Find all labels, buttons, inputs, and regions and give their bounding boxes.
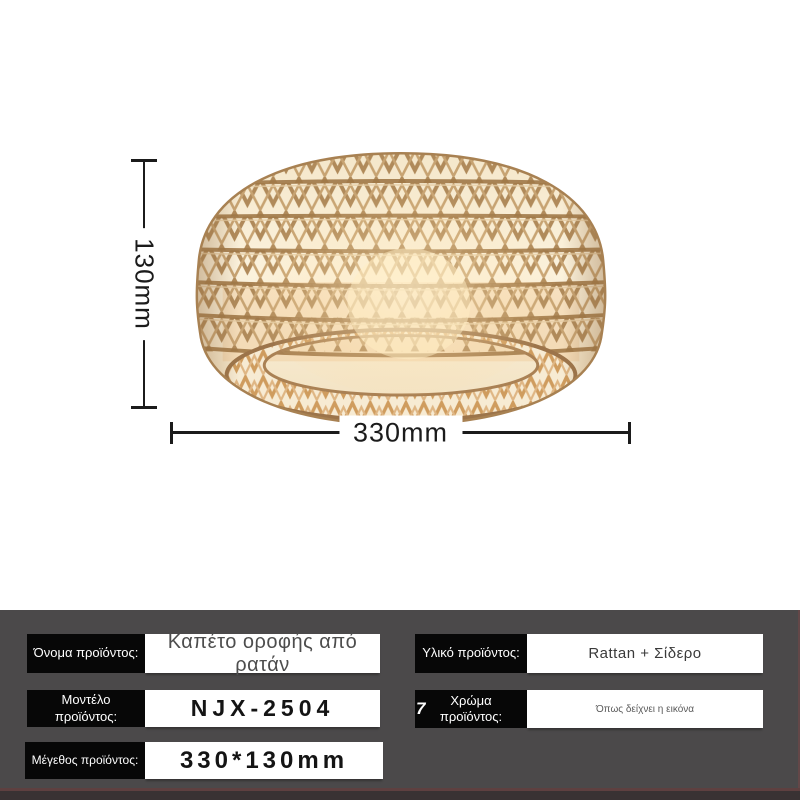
panel-bottom-strip xyxy=(0,791,800,800)
width-dimension-label: 330mm xyxy=(339,416,462,451)
spec-value: Rattan + Σίδερο xyxy=(527,634,763,673)
spec-label xyxy=(415,690,527,728)
height-dimension xyxy=(129,159,160,409)
spec-label: Μοντέλο προϊόντος: xyxy=(27,690,145,727)
width-dimension xyxy=(170,417,631,448)
spec-label: Όνομα προϊόντος: xyxy=(27,634,145,673)
spec-row-product-material xyxy=(415,634,763,673)
spec-value: Καπέτο οροφής από ρατάν xyxy=(145,634,380,673)
spec-panel xyxy=(0,610,800,800)
spec-value: NJX-2504 xyxy=(145,690,380,727)
spec-label: Υλικό προϊόντος: xyxy=(415,634,527,673)
spec-value: 330*130mm xyxy=(145,742,383,779)
spec-row-product-color xyxy=(415,690,763,728)
dimension-endcap xyxy=(628,422,631,444)
spec-row-product-size xyxy=(25,742,383,779)
dimension-endcap xyxy=(131,406,157,409)
spec-row-product-model xyxy=(27,690,380,727)
spec-label: Μέγεθος προϊόντος: xyxy=(25,742,145,779)
stray-glyph: 7 xyxy=(416,699,426,719)
rattan-lamp-image xyxy=(183,142,619,434)
spec-value: Όπως δείχνει η εικόνα xyxy=(527,690,763,728)
spec-row-product-name xyxy=(27,630,380,676)
height-dimension-label: 130mm xyxy=(125,228,164,340)
spec-label-text: Χρώμα προϊόντος: xyxy=(439,692,503,724)
